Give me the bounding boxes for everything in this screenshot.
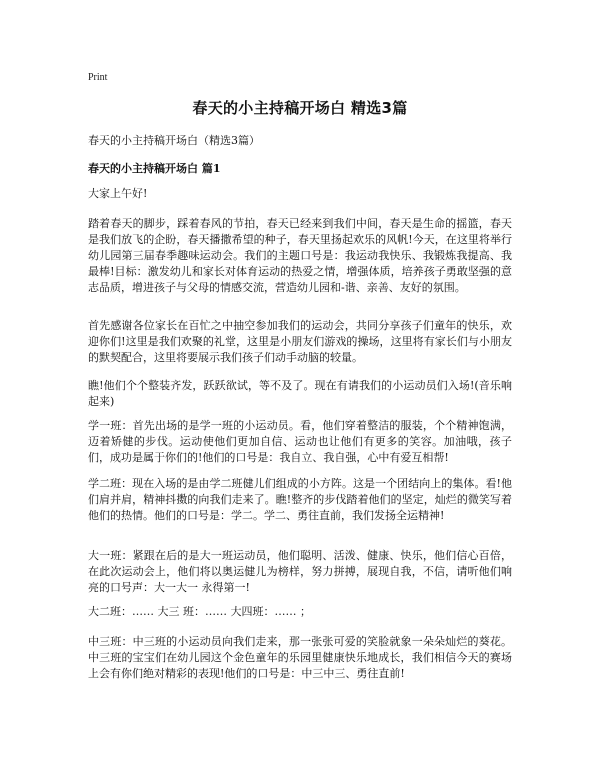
paragraph-class-da2-4: 大二班：…… 大三 班：…… 大四班：…… ；: [88, 605, 311, 618]
document-subtitle: 春天的小主持稿开场白（精选3篇）: [88, 134, 260, 147]
paragraph-greeting: 大家上午好!: [88, 187, 148, 200]
section-heading: 春天的小主持稿开场白 篇1: [88, 162, 221, 175]
paragraph-class-xue1: 学一班：首先出场的是学一班的小运动员。看，他们穿着整洁的服装，个个精神饱满，迈着矫健的步伐。运动使他们更加自信、运动也让他们有更多的笑容。加油哦，孩子们，成功是属于你们的!他们的口号是：我自立、我自强，心中有爱互相帮!: [88, 419, 512, 464]
paragraph-class-xue2: 学二班：现在入场的是由学二班健儿们组成的小方阵。这是一个团结向上的集体。看!他们肩并肩，精神抖擞的向我们走来了。瞧!整齐的步伐踏着他们的坚定，灿烂的微笑写着他们的热情。他们的口号是：学二。学二、勇往直前，我们发扬全运精神!: [88, 477, 512, 522]
paragraph-intro: 踏着春天的脚步，踩着春风的节拍，春天已经来到我们中间，春天是生命的摇篮，春天是我们放飞的企盼，春天播撒希望的种子，春天里扬起欢乐的风帆!今天，在这里将举行幼儿园第三届春季趣味运动会。我们的主题口号是：我运动我快乐、我锻炼我提高、我最棒!目标：激发幼儿和家长对体育运动的热爱之情，增强体质，培养孩子勇敢坚强的意志品质，增进孩子与父母的情感交流，营造幼儿园和-谐、亲善、友好的氛围。: [88, 217, 512, 294]
paragraph-class-zhong3: 中三班：中三班的小运动员向我们走来，那一张张可爱的笑脸就象一朵朵灿烂的葵花。中三班的宝宝们在幼儿园这个金色童年的乐园里健康快乐地成长，我们相信今天的赛场上会有你们绝对精彩的表现!他们的口号是：中三中三、勇往直前!: [88, 635, 512, 680]
paragraph-class-da1: 大一班：紧跟在后的是大一班运动员，他们聪明、活泼、健康、快乐，他们信心百倍，在此次运动会上，他们将以奥运健儿为榜样，努力拼搏，展现自我，不信，请听他们响亮的口号声：大一大一 永得第一!: [88, 549, 512, 594]
print-label: Print: [88, 72, 108, 83]
paragraph-entrance: 瞧!他们个个整装齐发，跃跃欲试，等不及了。现在有请我们的小运动员们入场!(音乐响起来): [88, 379, 512, 408]
document-title: 春天的小主持稿开场白 精选3篇: [192, 99, 408, 117]
paragraph-thanks: 首先感谢各位家长在百忙之中抽空参加我们的运动会，共同分享孩子们童年的快乐，欢迎你们!这里是我们欢聚的礼堂，这里是小朋友们游戏的操场，这里将有家长们与小朋友的默契配合，这里将要展示我们孩子们动手动脑的较量。: [88, 319, 512, 364]
